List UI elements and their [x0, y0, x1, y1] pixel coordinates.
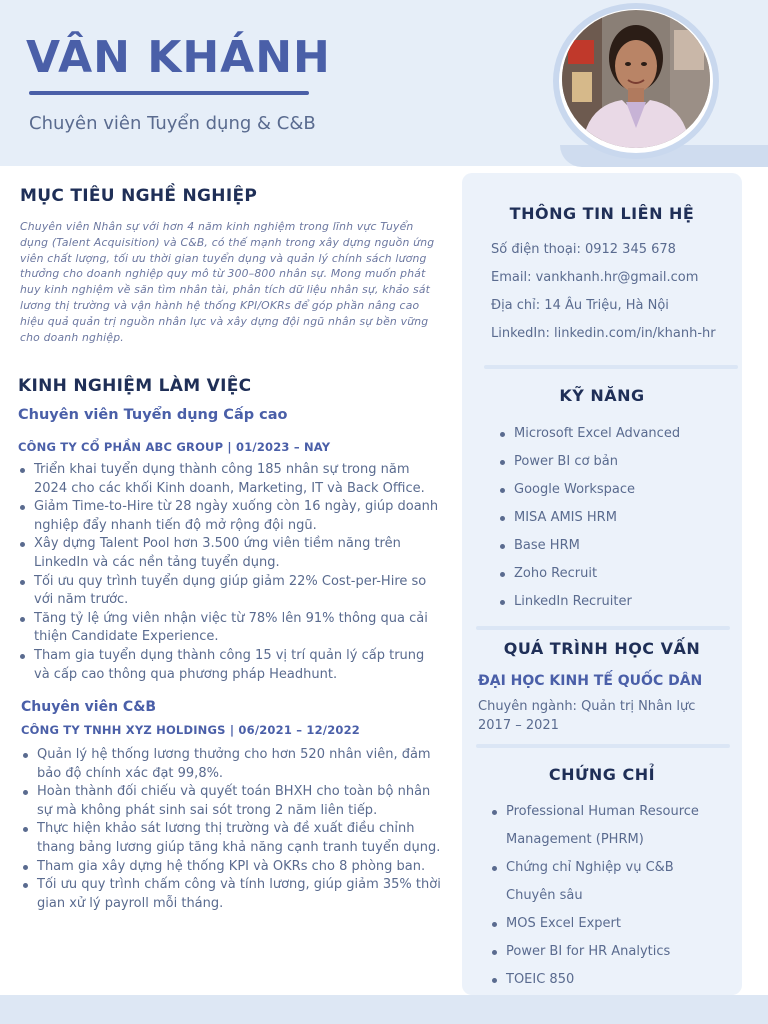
- list-item: Google Workspace: [498, 476, 728, 504]
- list-item: Thực hiện khảo sát lương thị trường và đề xuất điều chỉnh thang bảng lương giúp tăng khả năng cạnh tranh tuyển dụng.: [21, 820, 444, 857]
- list-item: TOEIC 850: [490, 966, 722, 994]
- list-item: Quản lý hệ thống lương thưởng cho hơn 520 nhân viên, đảm bảo độ chính xác đạt 99,8%.: [21, 746, 444, 783]
- certificates-list: [490, 798, 722, 994]
- job-role-1: Chuyên viên Tuyển dụng Cấp cao: [18, 407, 288, 423]
- job-company-2: CÔNG TY TNHH XYZ HOLDINGS | 06/2021 – 12/2022: [21, 723, 361, 737]
- list-item: Tối ưu quy trình chấm công và tính lương, giúp giảm 35% thời gian xử lý payroll mỗi tháng.: [21, 876, 444, 913]
- avatar: [562, 10, 710, 148]
- list-item: Tối ưu quy trình tuyển dụng giúp giảm 22% Cost-per-Hire so với năm trước.: [18, 573, 444, 610]
- sidebar-divider: [476, 626, 730, 630]
- list-item: LinkedIn Recruiter: [498, 588, 728, 616]
- job-1-achievements: [18, 461, 444, 684]
- list-item: Chứng chỉ Nghiệp vụ C&B Chuyên sâu: [490, 854, 722, 910]
- contact-address: Địa chỉ: 14 Âu Triệu, Hà Nội: [491, 298, 669, 313]
- job-role-2: Chuyên viên C&B: [21, 699, 157, 715]
- contact-email[interactable]: Email: vankhanh.hr@gmail.com: [491, 270, 699, 285]
- list-item: Tham gia xây dựng hệ thống KPI và OKRs cho 8 phòng ban.: [21, 858, 444, 877]
- contact-linkedin[interactable]: LinkedIn: linkedin.com/in/khanh-hr: [491, 326, 716, 341]
- list-item: Giảm Time-to-Hire từ 28 ngày xuống còn 16 ngày, giúp doanh nghiệp đẩy nhanh tiến độ mở rộng đội ngũ.: [18, 498, 444, 535]
- list-item: MOS Excel Expert: [490, 910, 722, 938]
- list-item: Tham gia tuyển dụng thành công 15 vị trí quản lý cấp trung và cấp cao thông qua phương pháp Headhunt.: [18, 647, 444, 684]
- footer-band: [0, 995, 768, 1024]
- list-item: Hoàn thành đối chiếu và quyết toán BHXH cho toàn bộ nhân sự mà không phát sinh sai sót trong 2 năm liên tiếp.: [21, 783, 444, 820]
- experience-heading: KINH NGHIỆM LÀM VIỆC: [18, 376, 252, 396]
- objective-text: Chuyên viên Nhân sự với hơn 4 năm kinh nghiệm trong lĩnh vực Tuyển dụng (Talent Acquisition) và C&B, có thế mạnh trong xây dựng nguồn ứng viên chất lượng, tối ưu thời gian tuyển dụng và quản lý chính sách lương thưởng cho doanh nghiệp quy mô từ 300–800 nhân sự. Mong muốn phát huy kinh nghiệm về săn tìm nhân tài, phân tích dữ liệu nhân sự, khảo sát lương thị trường và vận hành hệ thống KPI/OKRs để góp phần nâng cao hiệu quả quản trị nguồn nhân lực và xây dựng đội ngũ nhân sự bền vững cho doanh nghiệp.: [20, 220, 435, 344]
- job-company-1: CÔNG TY CỔ PHẦN ABC GROUP | 01/2023 – NAY: [18, 440, 331, 454]
- list-item: Triển khai tuyển dụng thành công 185 nhân sự trong năm 2024 cho các khối Kinh doanh, Marketing, IT và Back Office.: [18, 461, 444, 498]
- list-item: Power BI for HR Analytics: [490, 938, 722, 966]
- job-2-achievements: [21, 746, 444, 913]
- list-item: Microsoft Excel Advanced: [498, 420, 728, 448]
- education-major: Chuyên ngành: Quản trị Nhân lực 2017 – 2021: [478, 699, 696, 733]
- skills-list: [498, 420, 728, 616]
- list-item: Xây dựng Talent Pool hơn 3.500 ứng viên tiềm năng trên LinkedIn và các nền tảng tuyển dụng.: [18, 535, 444, 572]
- skills-heading: KỸ NĂNG: [559, 386, 645, 405]
- list-item: Base HRM: [498, 532, 728, 560]
- list-item: Professional Human Resource Management (PHRM): [490, 798, 722, 854]
- contact-phone: Số điện thoại: 0912 345 678: [491, 242, 676, 257]
- education-heading: QUÁ TRÌNH HỌC VẤN: [503, 639, 701, 658]
- education-school: ĐẠI HỌC KINH TẾ QUỐC DÂN: [478, 673, 703, 689]
- candidate-name: VÂN KHÁNH: [26, 32, 331, 83]
- list-item: Zoho Recruit: [498, 560, 728, 588]
- candidate-title: Chuyên viên Tuyển dụng & C&B: [29, 113, 316, 134]
- sidebar-divider: [484, 365, 738, 369]
- list-item: Tăng tỷ lệ ứng viên nhận việc từ 78% lên 91% thông qua cải thiện Candidate Experience.: [18, 610, 444, 647]
- list-item: MISA AMIS HRM: [498, 504, 728, 532]
- certificates-heading: CHỨNG CHỈ: [548, 765, 656, 784]
- contact-heading: THÔNG TIN LIÊN HỆ: [509, 204, 695, 223]
- list-item: Power BI cơ bản: [498, 448, 728, 476]
- objective-heading: MỤC TIÊU NGHỀ NGHIỆP: [20, 186, 258, 206]
- name-underline: [29, 91, 309, 95]
- sidebar-divider: [476, 744, 730, 748]
